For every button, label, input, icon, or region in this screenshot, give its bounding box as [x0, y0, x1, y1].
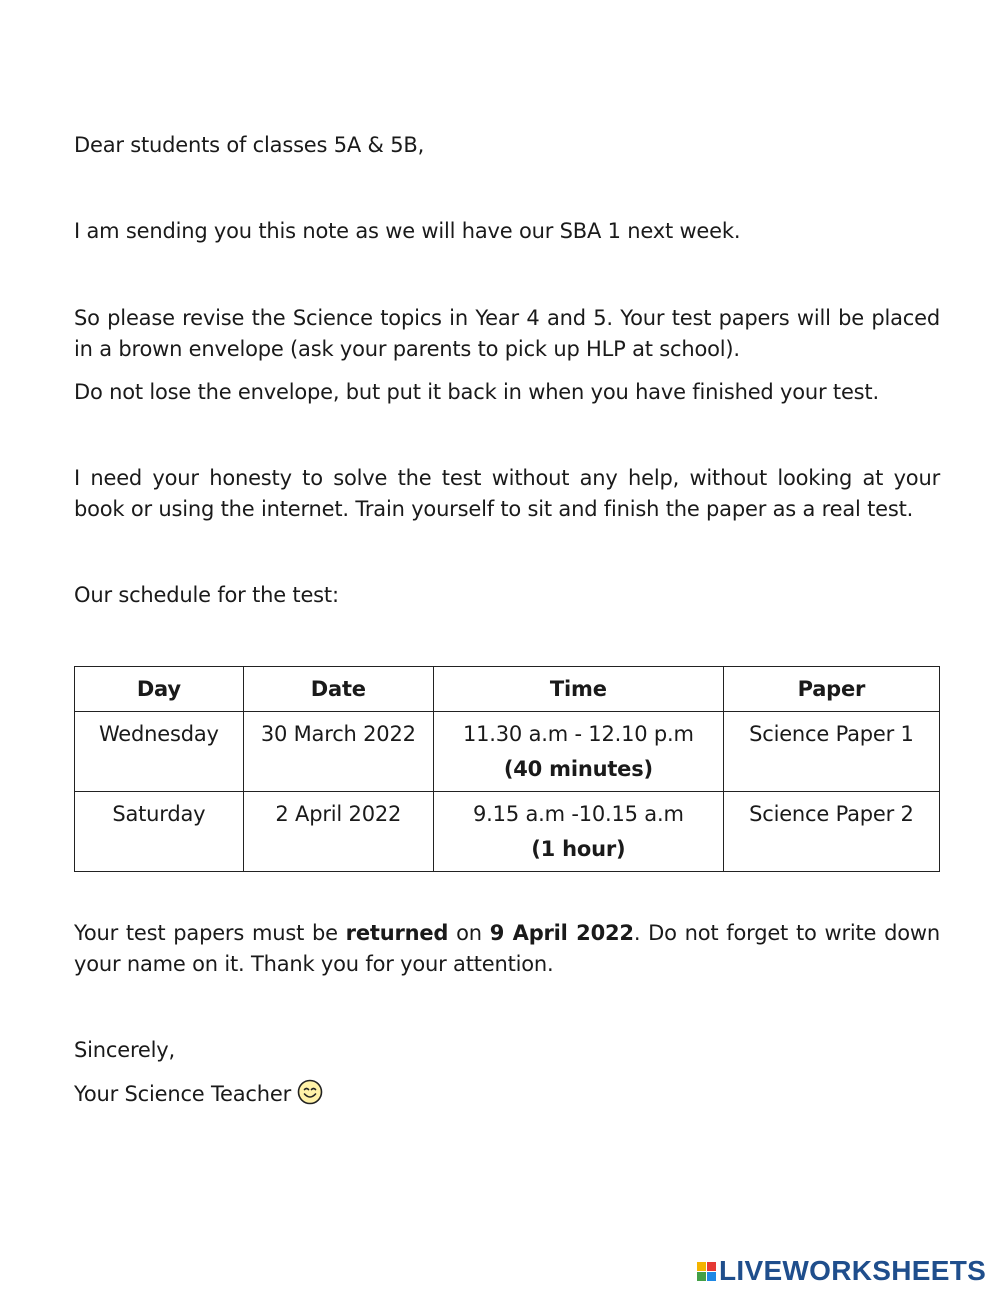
time-range: 9.15 a.m -10.15 a.m: [473, 802, 684, 826]
greeting: Dear students of classes 5A & 5B,: [74, 133, 425, 157]
time-duration: (1 hour): [531, 837, 626, 861]
table-header-row: [75, 667, 940, 712]
return-text-1: Your test papers must be: [74, 921, 346, 945]
cell-date: 30 March 2022: [243, 712, 433, 792]
paragraph-intro: I am sending you this note as we will have our SBA 1 next week.: [74, 219, 741, 243]
cell-paper: Science Paper 2: [723, 792, 939, 872]
paragraph-revise: So please revise the Science topics in Year 4 and 5. Your test papers will be placed in a brown envelope (ask your parents to pick up HLP at school).: [74, 306, 940, 361]
logo-text: LIVEWORKSHEETS: [719, 1255, 987, 1286]
header-time: Time: [433, 667, 723, 712]
time-range: 11.30 a.m - 12.10 p.m: [462, 722, 694, 746]
header-day: Day: [75, 667, 244, 712]
cell-paper: Science Paper 1: [723, 712, 939, 792]
liveworksheets-logo: [697, 1256, 986, 1286]
signature: Your Science Teacher: [74, 1082, 292, 1106]
return-text-3: . Do not forget to write down your name on it. Thank you for your attention.: [74, 921, 940, 976]
signature-line: [74, 1079, 940, 1114]
cell-time: [433, 712, 723, 792]
cell-day: Wednesday: [75, 712, 244, 792]
schedule-table: [74, 666, 940, 872]
table-row: [75, 712, 940, 792]
return-text-2: on: [448, 921, 490, 945]
cell-date: 2 April 2022: [243, 792, 433, 872]
paragraph-schedule-intro: Our schedule for the test:: [74, 583, 339, 607]
table-row: [75, 792, 940, 872]
return-bold-returned: returned: [345, 921, 449, 945]
cell-day: Saturday: [75, 792, 244, 872]
header-paper: Paper: [723, 667, 939, 712]
smiling-face-icon: [297, 1079, 323, 1114]
header-date: Date: [243, 667, 433, 712]
closing: Sincerely,: [74, 1038, 175, 1062]
paragraph-honesty: I need your honesty to solve the test without any help, without looking at your book or using the internet. Train yourself to sit and finish the paper as a real test.: [74, 466, 940, 521]
liveworksheets-logo-icon: [697, 1262, 716, 1281]
paragraph-return: [74, 918, 940, 980]
return-bold-date: 9 April 2022: [489, 921, 634, 945]
cell-time: [433, 792, 723, 872]
paragraph-envelope: Do not lose the envelope, but put it back in when you have finished your test.: [74, 380, 879, 404]
time-duration: (40 minutes): [503, 757, 653, 781]
